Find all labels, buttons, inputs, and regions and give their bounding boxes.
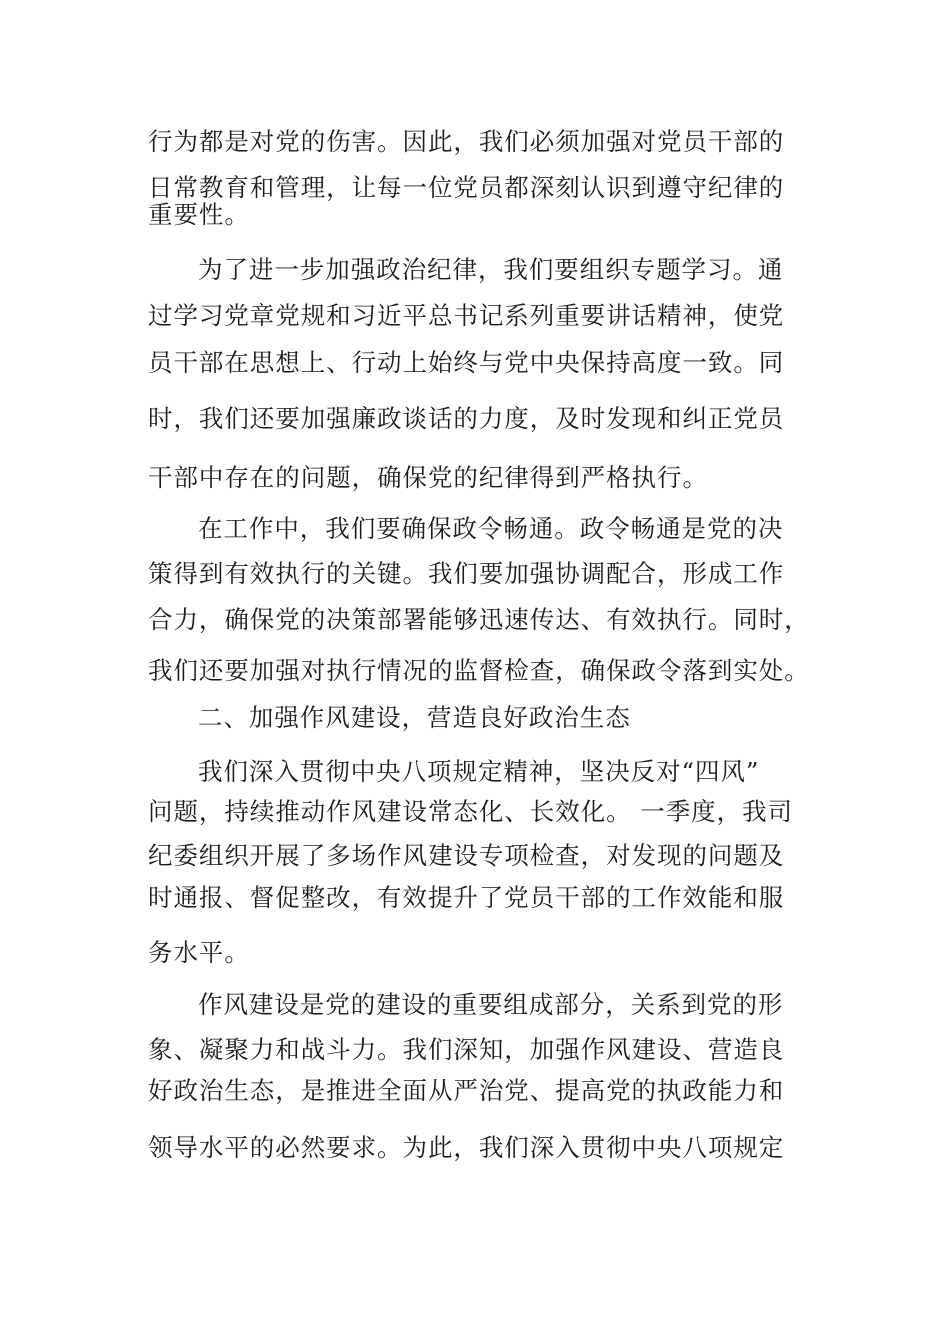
text-line-20: 象、凝聚力和战斗力。我们深知，加强作风建设、营造良 (148, 1035, 785, 1064)
text-line-10: 策得到有效执行的关键。我们要加强协调配合，形成工作 (148, 559, 785, 588)
text-line-2: 日常教育和管理，让每一位党员都深刻认识到遵守纪律的 (148, 173, 785, 202)
text-line-18: 务水平。 (148, 938, 250, 967)
paragraph-start-line: 为了进一步加强政治纪律，我们要组织专题学习。通 (198, 255, 784, 284)
text-line-17: 时通报、督促整改，有效提升了党员干部的工作效能和服 (148, 883, 785, 912)
text-line-15: 问题，持续推动作风建设常态化、长效化。 一季度，我司 (148, 797, 793, 826)
text-line-1: 行为都是对党的伤害。因此，我们必须加强对党员干部的 (148, 127, 785, 156)
text-line-21: 好政治生态，是推进全面从严治党、提高党的执政能力和 (148, 1076, 785, 1105)
text-line-5: 过学习党章党规和习近平总书记系列重要讲话精神，使党 (148, 301, 785, 330)
text-line-6: 员干部在思想上、行动上始终与党中央保持高度一致。同 (148, 348, 785, 377)
section-heading: 二、加强作风建设，营造良好政治生态 (198, 703, 631, 732)
paragraph-start-line: 作风建设是党的建设的重要组成部分，关系到党的形 (198, 990, 784, 1019)
paragraph-start-line: 我们深入贯彻中央八项规定精神，坚决反对“四风” (198, 757, 760, 786)
text-line-12: 我们还要加强对执行情况的监督检查，确保政令落到实处。 (148, 656, 810, 685)
paragraph-start-line: 在工作中，我们要确保政令畅通。政令畅通是党的决 (198, 514, 784, 543)
text-line-7: 时，我们还要加强廉政谈话的力度，及时发现和纠正党员 (148, 404, 785, 433)
text-line-8: 干部中存在的问题，确保党的纪律得到严格执行。 (148, 463, 708, 492)
text-line-22: 领导水平的必然要求。为此，我们深入贯彻中央八项规定 (148, 1133, 785, 1162)
text-line-16: 纪委组织开展了多场作风建设专项检查，对发现的问题及 (148, 841, 785, 870)
text-line-11: 合力，确保党的决策部署能够迅速传达、有效执行。同时， (148, 605, 810, 634)
text-line-3: 重要性。 (148, 200, 250, 229)
